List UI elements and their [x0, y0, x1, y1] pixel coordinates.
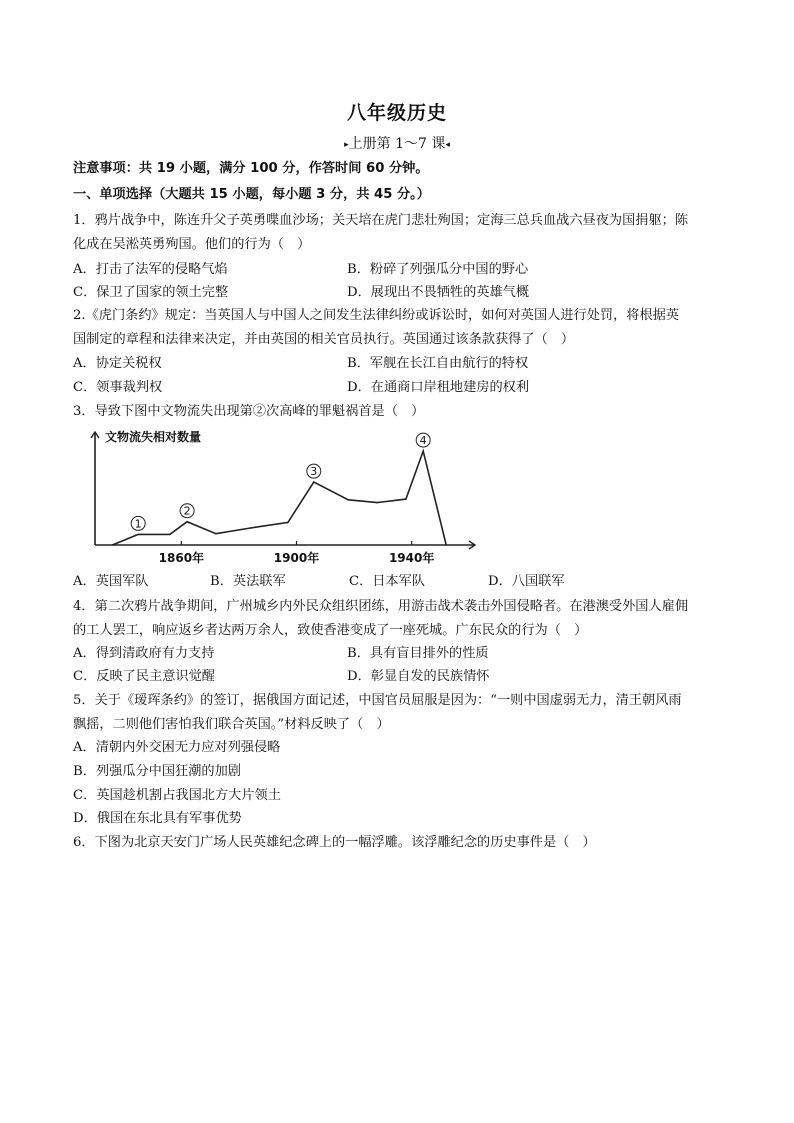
- chart-data-point: [422, 450, 424, 452]
- chart-data-point: [376, 502, 378, 504]
- chart-peak-label: 3: [310, 465, 318, 479]
- q3-option-b: B．英法联军: [210, 574, 286, 589]
- q1-option-b: B．粉碎了列强瓜分中国的野心: [347, 262, 529, 277]
- q2-stem-line1: 2.《虎门条约》规定：当英国人与中国人之间发生法律纠纷或诉讼时，如何对英国人进行处罚，将根据英: [73, 308, 680, 323]
- artifact-loss-chart: [80, 424, 480, 566]
- q4-stem-line1: 4．第二次鸦片战争期间，广州城乡内外民众组织团练，用游击战术袭击外国侵略者。在港澳受外国人雇佣: [73, 599, 689, 614]
- q1-option-c: C．保卫了国家的领土完整: [73, 285, 229, 300]
- q4-stem-line2: 的工人罢工，响应返乡者达两万余人，致使香港变成了一座死城。广东民众的行为（ ）: [73, 623, 588, 638]
- chart-x-tick-label: 1940年: [388, 551, 435, 565]
- subtitle-right-mark: ◂: [445, 140, 450, 150]
- q4-option-d: D．彰显自发的民族情怀: [347, 669, 490, 684]
- q1-stem-line2: 化成在吴淞英勇殉国。他们的行为（ ）: [73, 237, 311, 252]
- q5-option-c: C．英国趁机割占我国北方大片领土: [73, 788, 281, 803]
- q4-option-a: A．得到清政府有力支持: [73, 646, 215, 661]
- q5-stem-line1: 5．关于《瑷珲条约》的签订，据俄国方面记述，中国官员屈服是因为：“一则中国虚弱无力，清王朝风雨: [73, 693, 682, 708]
- q3-stem: 3．导致下图中文物流失出现第②次高峰的罪魁祸首是（ ）: [73, 404, 425, 419]
- q2-option-c: C．领事裁判权: [73, 380, 163, 395]
- chart-data-point: [348, 499, 350, 501]
- chart-y-axis-label: 文物流失相对数量: [105, 430, 202, 444]
- q4-option-b: B．具有盲目排外的性质: [347, 646, 489, 661]
- chart-data-point: [313, 481, 315, 483]
- chart-x-tick-label: 1900年: [273, 551, 320, 565]
- subtitle-text: 上册第 1～7 课: [348, 136, 446, 152]
- chart-data-point: [111, 544, 113, 546]
- chart-peak-label: 1: [134, 517, 142, 531]
- q2-option-b: B．军舰在长江自由航行的特权: [347, 356, 529, 371]
- chart-peak-label: 2: [183, 504, 191, 518]
- chart-series-line: [112, 451, 446, 545]
- q5-option-b: B．列强瓜分中国狂潮的加剧: [73, 764, 241, 779]
- page-subtitle: [0, 133, 794, 153]
- q4-option-c: C．反映了民主意识觉醒: [73, 669, 215, 684]
- chart-data-point: [186, 521, 188, 523]
- q2-option-a: A．协定关税权: [73, 356, 162, 371]
- chart-data-point: [169, 534, 171, 536]
- chart-series: [111, 450, 447, 546]
- q1-stem-line1: 1．鸦片战争中，陈连升父子英勇喋血沙场；关天培在虎门悲壮殉国；定海三总兵血战六昼夜为国捐躯；陈: [73, 213, 689, 228]
- q3-option-d: D．八国联军: [488, 574, 565, 589]
- chart-data-point: [250, 527, 252, 529]
- q2-option-d: D．在通商口岸租地建房的权利: [347, 380, 530, 395]
- chart-data-point: [287, 522, 289, 524]
- notice-text: 注意事项：共 19 小题，满分 100 分，作答时间 60 分钟。: [73, 161, 429, 176]
- subtitle-left-mark: ▸: [344, 140, 349, 150]
- chart-data-point: [137, 534, 139, 536]
- q3-option-c: C．日本军队: [349, 574, 426, 589]
- q5-stem-line2: 飘摇，二则他们害怕我们联合英国。”材料反映了（ ）: [73, 717, 390, 732]
- q1-option-d: D．展现出不畏牺牲的英雄气概: [347, 285, 530, 300]
- chart-data-point: [405, 498, 407, 500]
- q3-option-a: A．英国军队: [73, 574, 149, 589]
- q1-option-a: A．打击了法军的侵略气焰: [73, 262, 228, 277]
- q2-stem-line2: 国制定的章程和法律来决定，并由英国的相关官员执行。英国通过该条款获得了（ ）: [73, 332, 575, 347]
- q5-option-d: D．俄国在东北具有军事优势: [73, 811, 242, 826]
- chart-data-point: [445, 544, 447, 546]
- chart-axes: [91, 432, 475, 549]
- section-heading: 一、单项选择（大题共 15 小题，每小题 3 分，共 45 分。）: [73, 187, 430, 202]
- chart-data-point: [215, 533, 217, 535]
- chart-x-tick-label: 1860年: [158, 551, 205, 565]
- chart-peak-labels: [131, 433, 430, 530]
- page-title: 八年级历史: [346, 102, 447, 124]
- q6-stem: 6．下图为北京天安门广场人民英雄纪念碑上的一幅浮雕。该浮雕纪念的历史事件是（ ）: [73, 835, 596, 850]
- q5-option-a: A．清朝内外交困无力应对列强侵略: [73, 740, 281, 755]
- chart-peak-label: 4: [419, 434, 427, 448]
